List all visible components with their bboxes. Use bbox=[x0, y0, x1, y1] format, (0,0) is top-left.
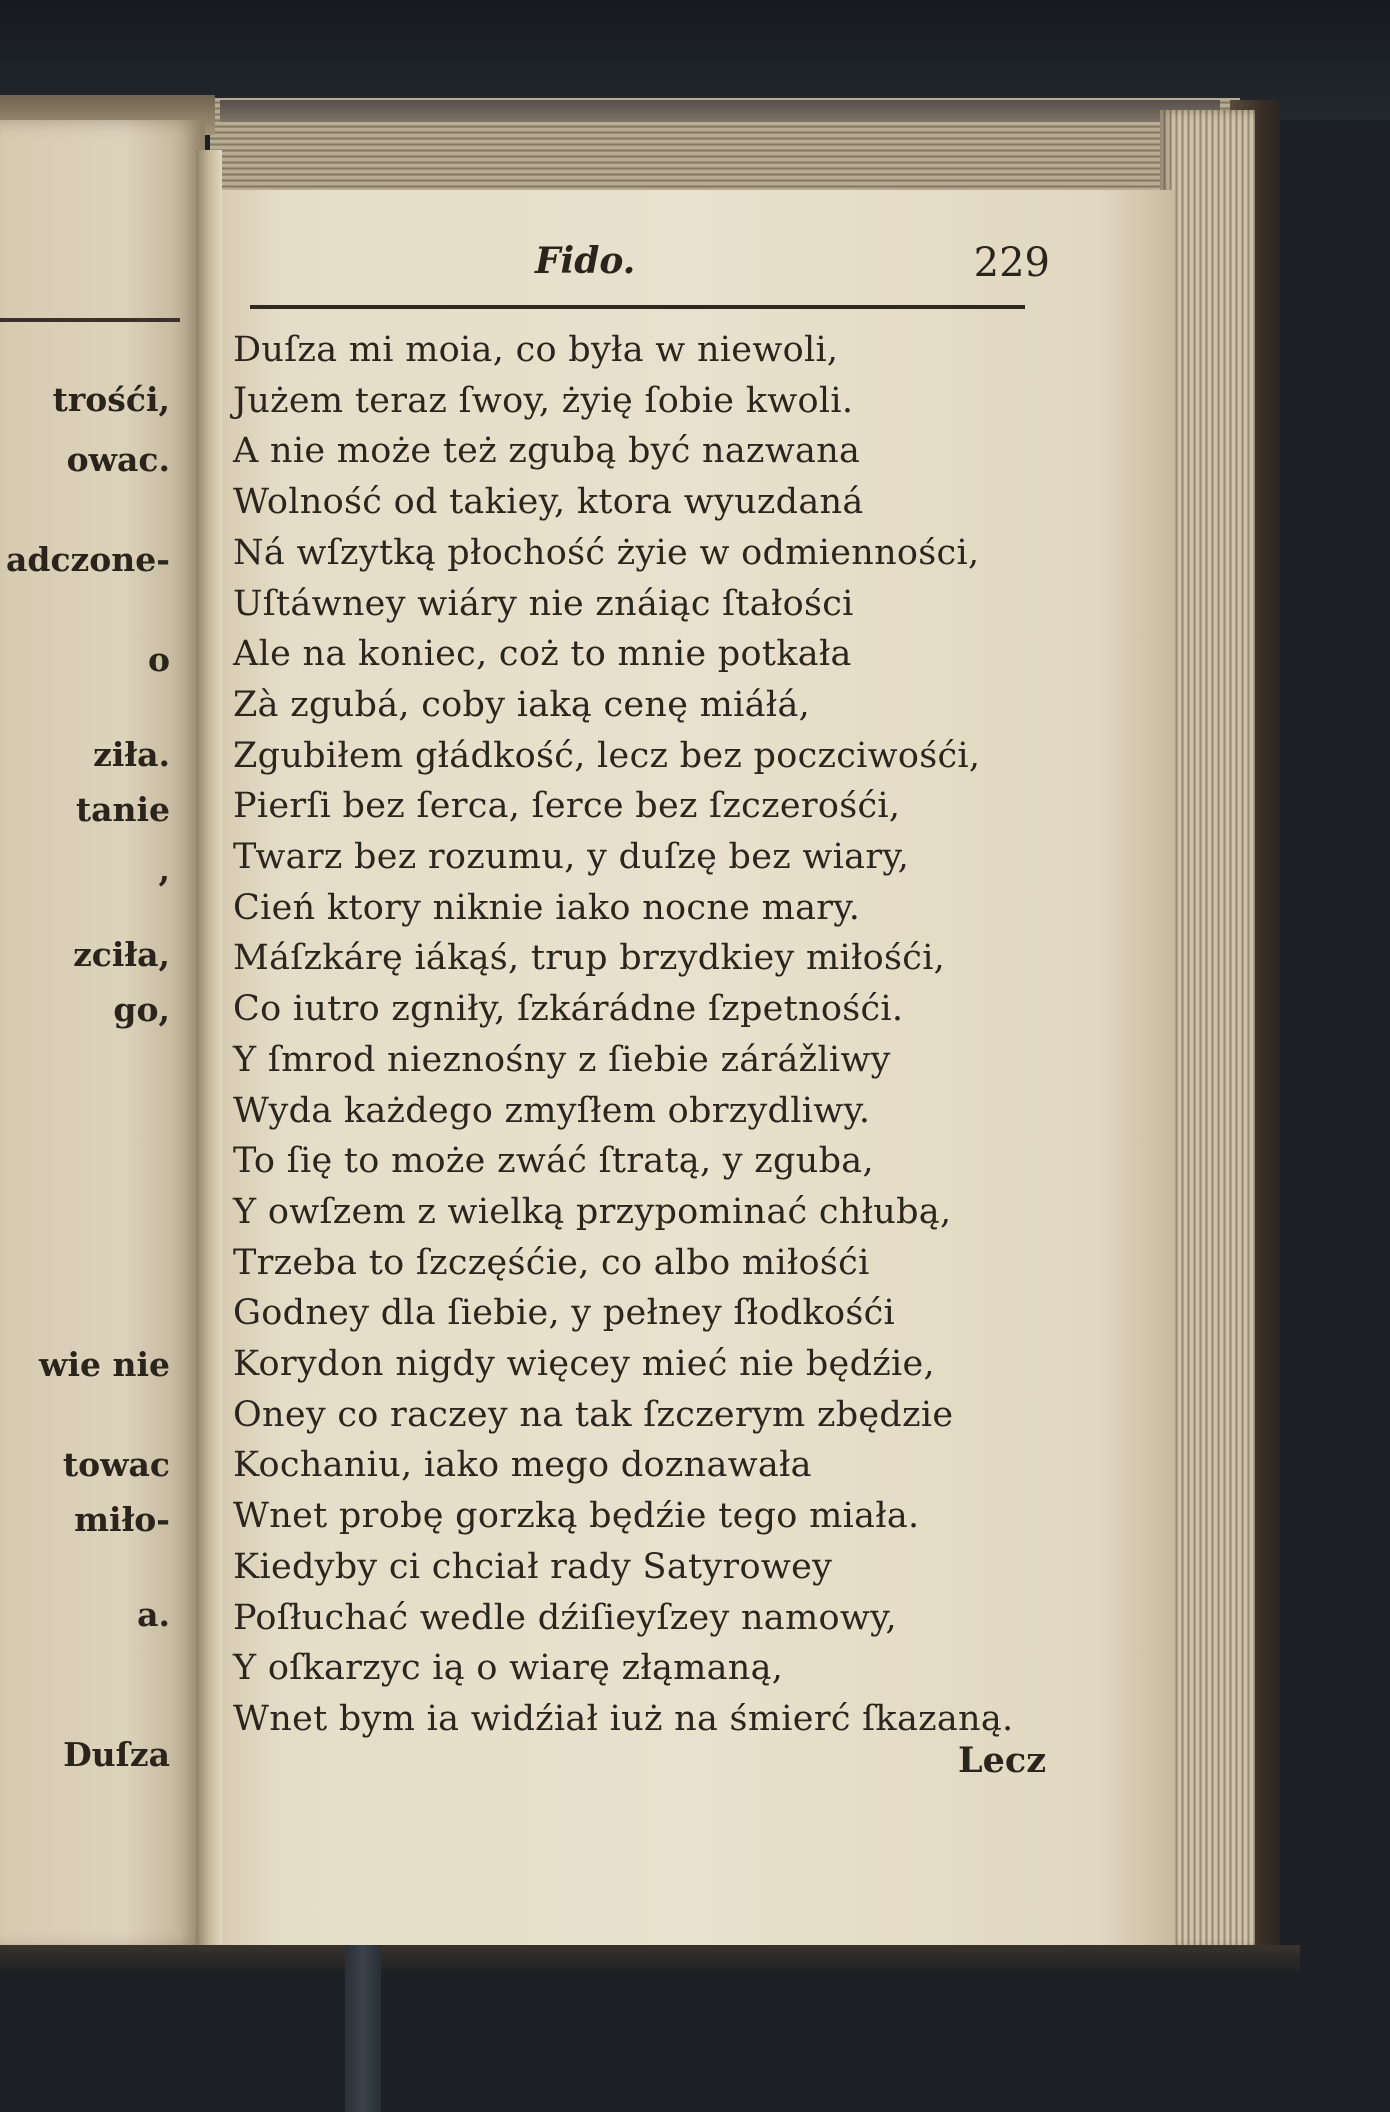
running-title: Fido. bbox=[535, 240, 636, 282]
catchword: Lecz bbox=[958, 1740, 1047, 1781]
left-page-line: a. bbox=[137, 1595, 170, 1634]
page-number: 229 bbox=[973, 240, 1050, 286]
top-headband bbox=[220, 100, 1220, 122]
verse-line: Wyda każdego zmyſłem obrzydliwy. bbox=[233, 1090, 871, 1131]
left-page-line: go, bbox=[113, 990, 170, 1029]
left-page-line: owac. bbox=[66, 440, 170, 479]
page-header bbox=[205, 240, 1050, 300]
verse-line: Zgubiłem głádkość, lecz bez poczciwośći, bbox=[233, 735, 981, 776]
left-page-line: zciła, bbox=[73, 935, 170, 974]
left-page-line: Duſza bbox=[63, 1735, 170, 1774]
left-page-line: miło- bbox=[74, 1500, 170, 1539]
verse-line: Y oſkarzyc ią o wiarę złąmaną, bbox=[233, 1648, 784, 1689]
verse-line: Co iutro zgniły, ſzkárádne ſzpetnośći. bbox=[233, 989, 904, 1030]
verse-line: Trzeba to ſzczęśćie, co albo miłośći bbox=[233, 1242, 870, 1283]
left-page-line: adczone- bbox=[6, 540, 170, 579]
verse-line: Poſłuchać wedle dźiſieyſzey namowy, bbox=[233, 1597, 897, 1638]
verse-line: Uſtáwney wiáry nie znáiąc ſtałości bbox=[233, 583, 854, 624]
verse-line: Ale na koniec, coż to mnie potkała bbox=[233, 634, 852, 675]
verse-line: Korydon nigdy więcey mieć nie będźie, bbox=[233, 1344, 935, 1384]
verse-line: Ná wſzytką płochość żyie w odmienności, bbox=[233, 532, 980, 573]
verse-line: Kiedyby ci chciał rady Satyrowey bbox=[233, 1546, 833, 1587]
verse-line: Oney co raczey na tak ſzczerym zbędzie bbox=[233, 1394, 954, 1435]
left-page-line: trośći, bbox=[52, 380, 170, 419]
verse-line: Twarz bez rozumu, y duſzę bez wiary, bbox=[233, 837, 910, 877]
left-page-line: ziła. bbox=[93, 735, 170, 774]
verse-line: Kochaniu, iako mego doznawała bbox=[233, 1445, 812, 1486]
left-page-line: , bbox=[158, 850, 170, 889]
verse-line: Pierſi bez ſerca, ſerce bez ſzczerośći, bbox=[233, 786, 901, 827]
verse-line: Y ſmrod nieznośny z ſiebie zárážliwy bbox=[233, 1039, 891, 1080]
verse-line: Cień ktory niknie iako nocne mary. bbox=[233, 887, 861, 928]
header-rule bbox=[250, 305, 1025, 309]
verse-line: Duſza mi moia, co była w niewoli, bbox=[233, 330, 839, 370]
bookmark-ribbon bbox=[345, 1945, 381, 2112]
left-page-line: tanie bbox=[75, 790, 170, 829]
verse-line: Wolność od takiey, ktora wyuzdaná bbox=[233, 482, 864, 523]
left-page-line: wie nie bbox=[39, 1345, 170, 1384]
verse-line: Jużem teraz ſwoy, żyię ſobie kwoli. bbox=[233, 380, 854, 421]
verse-line: To ſię to może zwáć ſtratą, y zguba, bbox=[233, 1141, 874, 1182]
left-page-line: o bbox=[147, 640, 170, 679]
verse-line: A nie może też zgubą być nazwana bbox=[233, 431, 861, 472]
verse-line: Máſzkárę iákąś, trup brzydkiey miłośći, bbox=[233, 938, 946, 979]
verse-line: Zà zgubá, coby iaką cenę miáłá, bbox=[233, 684, 811, 725]
gutter bbox=[196, 150, 222, 1950]
verse-line: Godney dla ſiebie, y pełney ſłodkośći bbox=[233, 1293, 896, 1334]
page-bottom-shadow bbox=[0, 1945, 1300, 1975]
verse-line: Y owſzem z wielką przypominać chłubą, bbox=[233, 1191, 952, 1232]
verse-line: Wnet bym ia widźiał iuż na śmierć ſkazaną. bbox=[233, 1698, 1014, 1739]
left-page-rule bbox=[0, 318, 180, 322]
verse-line: Wnet probę gorzką będźie tego miała. bbox=[233, 1496, 920, 1537]
left-page-line: towac bbox=[62, 1445, 170, 1484]
